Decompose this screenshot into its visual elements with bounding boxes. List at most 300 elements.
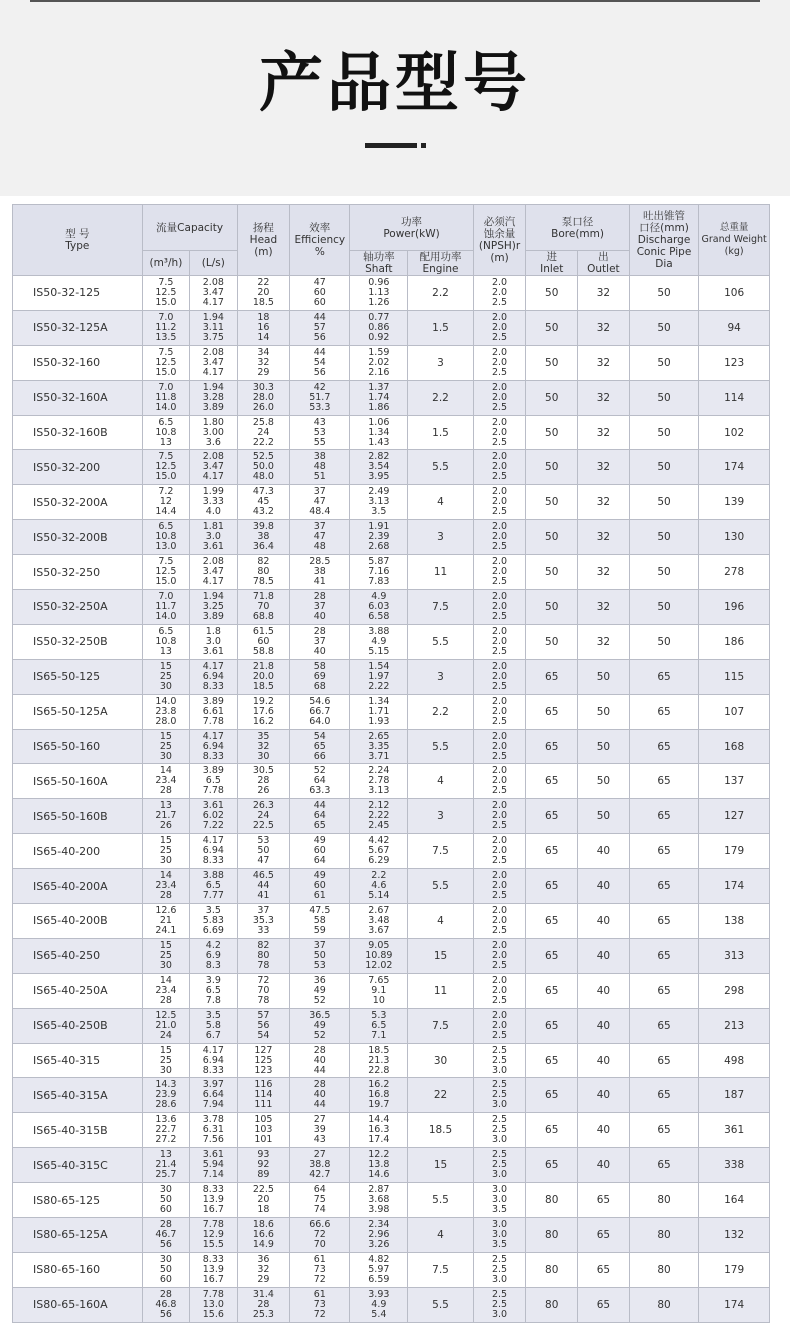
flow-m3h-cell-value: 12 (159, 496, 172, 508)
shaft-power-cell-value: 3.13 (368, 496, 390, 508)
efficiency-cell-value: 56 (313, 331, 326, 343)
npsh-cell-value: 2.5 (491, 1253, 508, 1265)
shaft-power-cell-value: 5.14 (368, 890, 390, 902)
weight-cell: 313 (699, 938, 770, 973)
model-cell: IS50-32-200A (13, 485, 143, 520)
engine-power-cell: 4 (408, 764, 473, 799)
discharge-dia-cell: 50 (629, 450, 699, 485)
flow-m3h-cell-value: 7.0 (158, 381, 174, 393)
inlet-cell: 50 (526, 450, 578, 485)
efficiency-cell-value: 36.5 (309, 1009, 331, 1021)
flow-m3h-cell-value: 28.0 (155, 715, 177, 727)
efficiency-cell (290, 1252, 350, 1287)
shaft-power-cell (350, 450, 408, 485)
head-cell-value: 123 (254, 1064, 273, 1076)
head-cell-value: 17.6 (252, 705, 274, 717)
shaft-power-cell (350, 590, 408, 625)
head-cell-value: 28 (257, 1298, 270, 1310)
flow-ls-cell-value: 4.17 (202, 1044, 224, 1056)
shaft-power-cell-value: 9.1 (371, 984, 387, 996)
model-cell: IS65-50-160 (13, 729, 143, 764)
head-cell-value: 34 (257, 346, 270, 358)
flow-ls-cell-value: 6.61 (202, 705, 224, 717)
shaft-power-cell (350, 869, 408, 904)
flow-ls-cell-value: 4.17 (202, 471, 224, 483)
shaft-power-cell-value: 10 (372, 994, 385, 1006)
head-cell (237, 1043, 290, 1078)
inlet-cell: 80 (526, 1218, 578, 1253)
head-cell-value: 24 (257, 810, 270, 822)
discharge-dia-cell: 80 (629, 1183, 699, 1218)
flow-m3h-cell-value: 10.8 (155, 531, 177, 543)
flow-m3h-cell (142, 1078, 189, 1113)
head-cell-value: 46.5 (252, 870, 274, 882)
outlet-cell: 40 (578, 973, 630, 1008)
inlet-cell: 65 (526, 869, 578, 904)
efficiency-cell-value: 56 (313, 366, 326, 378)
header-engine-power: 配用功率 Engine (408, 251, 473, 276)
outlet-cell: 32 (578, 485, 630, 520)
head-cell-value: 82 (257, 556, 270, 568)
shaft-power-cell-value: 3.88 (368, 625, 390, 637)
efficiency-cell-value: 28 (313, 1079, 326, 1091)
flow-m3h-cell-value: 25 (159, 949, 172, 961)
head-cell-value: 61.5 (252, 625, 274, 637)
table-row (13, 1287, 770, 1322)
flow-ls-cell (190, 555, 237, 590)
flow-ls-cell (190, 938, 237, 973)
efficiency-cell (290, 764, 350, 799)
outlet-cell: 50 (578, 694, 630, 729)
flow-ls-cell-value: 4.17 (202, 576, 224, 588)
flow-ls-cell-value: 4.17 (202, 366, 224, 378)
npsh-cell-value: 2.0 (491, 740, 508, 752)
head-cell-value: 44 (257, 880, 270, 892)
flow-ls-cell-value: 3.00 (202, 426, 224, 438)
flow-ls-cell-value: 3.89 (202, 401, 224, 413)
efficiency-cell (290, 624, 350, 659)
shaft-power-cell-value: 1.59 (368, 346, 390, 358)
efficiency-cell (290, 938, 350, 973)
flow-ls-cell (190, 485, 237, 520)
table-row (13, 1183, 770, 1218)
flow-ls-cell-value: 6.9 (205, 949, 221, 961)
flow-ls-cell-value: 3.89 (202, 610, 224, 622)
shaft-power-cell-value: 2.22 (368, 680, 390, 692)
flow-m3h-cell-value: 56 (159, 1238, 172, 1250)
outlet-cell: 40 (578, 1148, 630, 1183)
weight-cell: 278 (699, 555, 770, 590)
efficiency-cell-value: 40 (313, 1054, 326, 1066)
model-cell: IS50-32-125 (13, 276, 143, 311)
head-cell (237, 624, 290, 659)
head-cell-value: 43.2 (252, 506, 274, 518)
flow-ls-cell-value: 5.8 (205, 1019, 221, 1031)
head-cell-value: 29 (257, 1273, 270, 1285)
flow-m3h-cell (142, 485, 189, 520)
efficiency-cell (290, 276, 350, 311)
efficiency-cell-value: 47.5 (309, 904, 331, 916)
shaft-power-cell (350, 1113, 408, 1148)
inlet-cell: 65 (526, 938, 578, 973)
table-row (13, 694, 770, 729)
weight-cell: 132 (699, 1218, 770, 1253)
shaft-power-cell (350, 1043, 408, 1078)
weight-cell: 102 (699, 415, 770, 450)
flow-m3h-cell-value: 10.8 (155, 635, 177, 647)
flow-m3h-cell-value: 28 (159, 1288, 172, 1300)
efficiency-cell-value: 37 (313, 486, 326, 498)
header-inlet: 进 Inlet (526, 251, 578, 276)
npsh-cell-value: 3.5 (491, 1204, 508, 1216)
model-cell: IS80-65-125 (13, 1183, 143, 1218)
model-cell: IS50-32-160A (13, 380, 143, 415)
npsh-cell-value: 2.0 (491, 984, 508, 996)
head-cell-value: 57 (257, 1009, 270, 1021)
shaft-power-cell-value: 3.71 (368, 750, 390, 762)
flow-m3h-cell-value: 23.8 (155, 705, 177, 717)
efficiency-cell-value: 53 (313, 959, 326, 971)
flow-ls-cell-value: 3.25 (202, 600, 224, 612)
flow-ls-cell-value: 16.7 (202, 1273, 224, 1285)
efficiency-cell-value: 49 (313, 1019, 326, 1031)
shaft-power-cell-value: 3.98 (368, 1204, 390, 1216)
flow-m3h-cell (142, 694, 189, 729)
model-cell: IS65-50-125 (13, 659, 143, 694)
shaft-power-cell-value: 2.96 (368, 1228, 390, 1240)
flow-m3h-cell-value: 7.0 (158, 590, 174, 602)
npsh-cell-value: 2.5 (491, 994, 508, 1006)
head-cell-value: 111 (254, 1099, 273, 1111)
npsh-cell-value: 2.0 (491, 775, 508, 787)
engine-power-cell: 5.5 (408, 729, 473, 764)
weight-cell: 179 (699, 1252, 770, 1287)
flow-ls-cell-value: 7.77 (202, 890, 224, 902)
engine-power-cell: 1.5 (408, 415, 473, 450)
weight-cell: 137 (699, 764, 770, 799)
head-cell-value: 20.0 (252, 670, 274, 682)
efficiency-cell-value: 41 (313, 576, 326, 588)
weight-cell: 139 (699, 485, 770, 520)
head-cell-value: 47 (257, 855, 270, 867)
flow-ls-cell-value: 2.08 (202, 451, 224, 463)
model-cell: IS65-40-200 (13, 834, 143, 869)
weight-cell: 187 (699, 1078, 770, 1113)
engine-power-cell: 7.5 (408, 1008, 473, 1043)
shaft-power-cell (350, 1008, 408, 1043)
head-cell-value: 18.5 (252, 680, 274, 692)
weight-cell: 106 (699, 276, 770, 311)
flow-m3h-cell (142, 415, 189, 450)
npsh-cell-value: 2.0 (491, 880, 508, 892)
npsh-cell (473, 450, 526, 485)
head-cell-value: 101 (254, 1134, 273, 1146)
efficiency-cell (290, 799, 350, 834)
head-cell-value: 60 (257, 635, 270, 647)
table-row (13, 276, 770, 311)
npsh-cell-value: 2.5 (491, 1114, 508, 1126)
head-cell-value: 31.4 (252, 1288, 274, 1300)
weight-cell: 174 (699, 450, 770, 485)
flow-m3h-cell (142, 659, 189, 694)
efficiency-cell-value: 50 (313, 949, 326, 961)
npsh-cell-value: 2.0 (491, 670, 508, 682)
efficiency-cell-value: 69 (313, 670, 326, 682)
flow-m3h-cell (142, 555, 189, 590)
discharge-dia-cell: 65 (629, 869, 699, 904)
shaft-power-cell-value: 1.26 (368, 296, 390, 308)
flow-m3h-cell (142, 1113, 189, 1148)
table-row (13, 1043, 770, 1078)
npsh-cell-value: 2.5 (491, 471, 508, 483)
npsh-cell-value: 2.0 (491, 276, 508, 288)
model-cell: IS80-65-160A (13, 1287, 143, 1322)
flow-m3h-cell-value: 13.6 (155, 1114, 177, 1126)
npsh-cell-value: 3.0 (491, 1064, 508, 1076)
head-cell-value: 45 (257, 496, 270, 508)
efficiency-cell-value: 47 (313, 531, 326, 543)
efficiency-cell-value: 36 (313, 974, 326, 986)
npsh-cell-value: 2.5 (491, 1149, 508, 1161)
head-cell-value: 80 (257, 566, 270, 578)
shaft-power-cell-value: 1.37 (368, 381, 390, 393)
flow-m3h-cell-value: 7.2 (158, 486, 174, 498)
npsh-cell-value: 3.0 (491, 1228, 508, 1240)
shaft-power-cell (350, 624, 408, 659)
flow-m3h-cell-value: 28 (159, 1218, 172, 1230)
engine-power-cell: 11 (408, 973, 473, 1008)
npsh-cell (473, 624, 526, 659)
shaft-power-cell-value: 3.26 (368, 1238, 390, 1250)
flow-ls-cell-value: 7.22 (202, 820, 224, 832)
efficiency-cell (290, 1008, 350, 1043)
flow-m3h-cell-value: 14 (159, 870, 172, 882)
npsh-cell (473, 520, 526, 555)
efficiency-cell-value: 47 (313, 276, 326, 288)
discharge-dia-cell: 65 (629, 694, 699, 729)
flow-m3h-cell (142, 520, 189, 555)
flow-ls-cell (190, 415, 237, 450)
flow-m3h-cell (142, 1218, 189, 1253)
flow-m3h-cell-value: 14.4 (155, 506, 177, 518)
table-row (13, 1078, 770, 1113)
flow-m3h-cell-value: 25 (159, 670, 172, 682)
npsh-cell-value: 2.5 (491, 331, 508, 343)
head-cell (237, 1183, 290, 1218)
shaft-power-cell-value: 4.9 (371, 1298, 387, 1310)
efficiency-cell-value: 47 (313, 496, 326, 508)
npsh-cell (473, 1078, 526, 1113)
flow-ls-cell-value: 7.94 (202, 1099, 224, 1111)
npsh-cell-value: 2.0 (491, 391, 508, 403)
flow-ls-cell (190, 764, 237, 799)
flow-ls-cell-value: 3.89 (202, 695, 224, 707)
head-cell (237, 450, 290, 485)
inlet-cell: 50 (526, 590, 578, 625)
engine-power-cell: 2.2 (408, 380, 473, 415)
flow-ls-cell-value: 15.5 (202, 1238, 224, 1250)
table-row (13, 1148, 770, 1183)
head-cell-value: 47.3 (252, 486, 274, 498)
model-cell: IS65-40-315A (13, 1078, 143, 1113)
flow-ls-cell (190, 1078, 237, 1113)
flow-m3h-cell-value: 6.5 (158, 416, 174, 428)
header-efficiency: 效率 Efficiency % (290, 205, 350, 276)
shaft-power-cell-value: 2.22 (368, 810, 390, 822)
npsh-cell-value: 2.0 (491, 531, 508, 543)
inlet-cell: 65 (526, 1113, 578, 1148)
shaft-power-cell-value: 1.34 (368, 695, 390, 707)
shaft-power-cell-value: 21.3 (368, 1054, 390, 1066)
engine-power-cell: 5.5 (408, 1287, 473, 1322)
head-cell (237, 938, 290, 973)
model-cell: IS50-32-250 (13, 555, 143, 590)
head-cell-value: 19.2 (252, 695, 274, 707)
efficiency-cell (290, 973, 350, 1008)
flow-ls-cell (190, 380, 237, 415)
title-underline-dash (365, 143, 417, 148)
efficiency-cell (290, 1113, 350, 1148)
shaft-power-cell (350, 1218, 408, 1253)
flow-m3h-cell-value: 60 (159, 1273, 172, 1285)
flow-ls-cell-value: 4.17 (202, 730, 224, 742)
efficiency-cell-value: 60 (313, 845, 326, 857)
flow-m3h-cell-value: 24.1 (155, 924, 177, 936)
npsh-cell-value: 2.5 (491, 1298, 508, 1310)
shaft-power-cell-value: 2.12 (368, 800, 390, 812)
header-power: 功率 Power(kW) (350, 205, 473, 251)
outlet-cell: 32 (578, 310, 630, 345)
head-cell (237, 520, 290, 555)
shaft-power-cell (350, 1252, 408, 1287)
flow-m3h-cell-value: 12.5 (155, 1009, 177, 1021)
flow-m3h-cell-value: 23.4 (155, 984, 177, 996)
efficiency-cell-value: 72 (313, 1273, 326, 1285)
efficiency-cell-value: 52 (313, 1029, 326, 1041)
shaft-power-cell-value: 3.67 (368, 924, 390, 936)
shaft-power-cell-value: 1.91 (368, 521, 390, 533)
npsh-cell-value: 2.0 (491, 356, 508, 368)
efficiency-cell-value: 68 (313, 680, 326, 692)
flow-m3h-cell-value: 7.0 (158, 311, 174, 323)
npsh-cell (473, 276, 526, 311)
shaft-power-cell-value: 1.74 (368, 391, 390, 403)
flow-m3h-cell-value: 13 (159, 800, 172, 812)
head-cell-value: 26.0 (252, 401, 274, 413)
flow-m3h-cell-value: 6.5 (158, 521, 174, 533)
shaft-power-cell (350, 904, 408, 939)
head-cell-value: 28.0 (252, 391, 274, 403)
shaft-power-cell-value: 12.2 (368, 1149, 390, 1161)
head-cell (237, 1078, 290, 1113)
engine-power-cell: 3 (408, 345, 473, 380)
outlet-cell: 40 (578, 834, 630, 869)
npsh-cell (473, 590, 526, 625)
flow-ls-cell (190, 345, 237, 380)
flow-ls-cell-value: 6.94 (202, 670, 224, 682)
efficiency-cell-value: 40 (313, 645, 326, 657)
shaft-power-cell-value: 7.65 (368, 974, 390, 986)
model-cell: IS65-40-315B (13, 1113, 143, 1148)
shaft-power-cell-value: 2.68 (368, 541, 390, 553)
inlet-cell: 65 (526, 764, 578, 799)
head-cell (237, 345, 290, 380)
head-cell (237, 729, 290, 764)
efficiency-cell (290, 415, 350, 450)
head-cell (237, 555, 290, 590)
npsh-cell-value: 2.5 (491, 1263, 508, 1275)
flow-ls-cell-value: 4.17 (202, 660, 224, 672)
head-cell-value: 21.8 (252, 660, 274, 672)
flow-m3h-cell-value: 14.0 (155, 610, 177, 622)
head-cell-value: 22.2 (252, 436, 274, 448)
flow-m3h-cell-value: 24 (159, 1029, 172, 1041)
efficiency-cell-value: 39 (313, 1124, 326, 1136)
header-capacity-m3h: (m³/h) (142, 251, 189, 276)
inlet-cell: 50 (526, 624, 578, 659)
weight-cell: 298 (699, 973, 770, 1008)
discharge-dia-cell: 65 (629, 834, 699, 869)
weight-cell: 107 (699, 694, 770, 729)
outlet-cell: 40 (578, 904, 630, 939)
shaft-power-cell (350, 555, 408, 590)
npsh-cell (473, 1218, 526, 1253)
flow-m3h-cell (142, 310, 189, 345)
flow-ls-cell-value: 3.47 (202, 286, 224, 298)
flow-ls-cell (190, 276, 237, 311)
discharge-dia-cell: 65 (629, 1008, 699, 1043)
head-cell-value: 20 (257, 286, 270, 298)
outlet-cell: 50 (578, 799, 630, 834)
npsh-cell (473, 380, 526, 415)
inlet-cell: 80 (526, 1252, 578, 1287)
npsh-cell-value: 2.5 (491, 924, 508, 936)
table-row (13, 764, 770, 799)
shaft-power-cell-value: 4.9 (371, 590, 387, 602)
shaft-power-cell-value: 4.9 (371, 635, 387, 647)
shaft-power-cell (350, 1183, 408, 1218)
flow-ls-cell-value: 1.81 (202, 521, 224, 533)
head-cell (237, 485, 290, 520)
head-cell-value: 56 (257, 1019, 270, 1031)
page-title: 产品型号 (259, 47, 531, 121)
flow-m3h-cell-value: 30 (159, 1184, 172, 1196)
outlet-cell: 32 (578, 380, 630, 415)
shaft-power-cell (350, 520, 408, 555)
head-cell-value: 41 (257, 890, 270, 902)
efficiency-cell-value: 66.6 (309, 1218, 331, 1230)
shaft-power-cell-value: 19.7 (368, 1099, 390, 1111)
head-cell (237, 694, 290, 729)
flow-ls-cell (190, 869, 237, 904)
flow-m3h-cell-value: 23.9 (155, 1089, 177, 1101)
head-cell (237, 973, 290, 1008)
outlet-cell: 32 (578, 276, 630, 311)
efficiency-cell-value: 28.5 (309, 556, 331, 568)
flow-m3h-cell-value: 50 (159, 1263, 172, 1275)
table-row (13, 415, 770, 450)
outlet-cell: 65 (578, 1183, 630, 1218)
engine-power-cell: 2.2 (408, 276, 473, 311)
flow-m3h-cell-value: 25.7 (155, 1169, 177, 1181)
npsh-cell-value: 2.0 (491, 1009, 508, 1021)
npsh-cell-value: 2.0 (491, 800, 508, 812)
npsh-cell-value: 2.0 (491, 635, 508, 647)
discharge-dia-cell: 65 (629, 1148, 699, 1183)
efficiency-cell-value: 66.7 (309, 705, 331, 717)
flow-m3h-cell-value: 13 (159, 1149, 172, 1161)
flow-m3h-cell-value: 27.2 (155, 1134, 177, 1146)
